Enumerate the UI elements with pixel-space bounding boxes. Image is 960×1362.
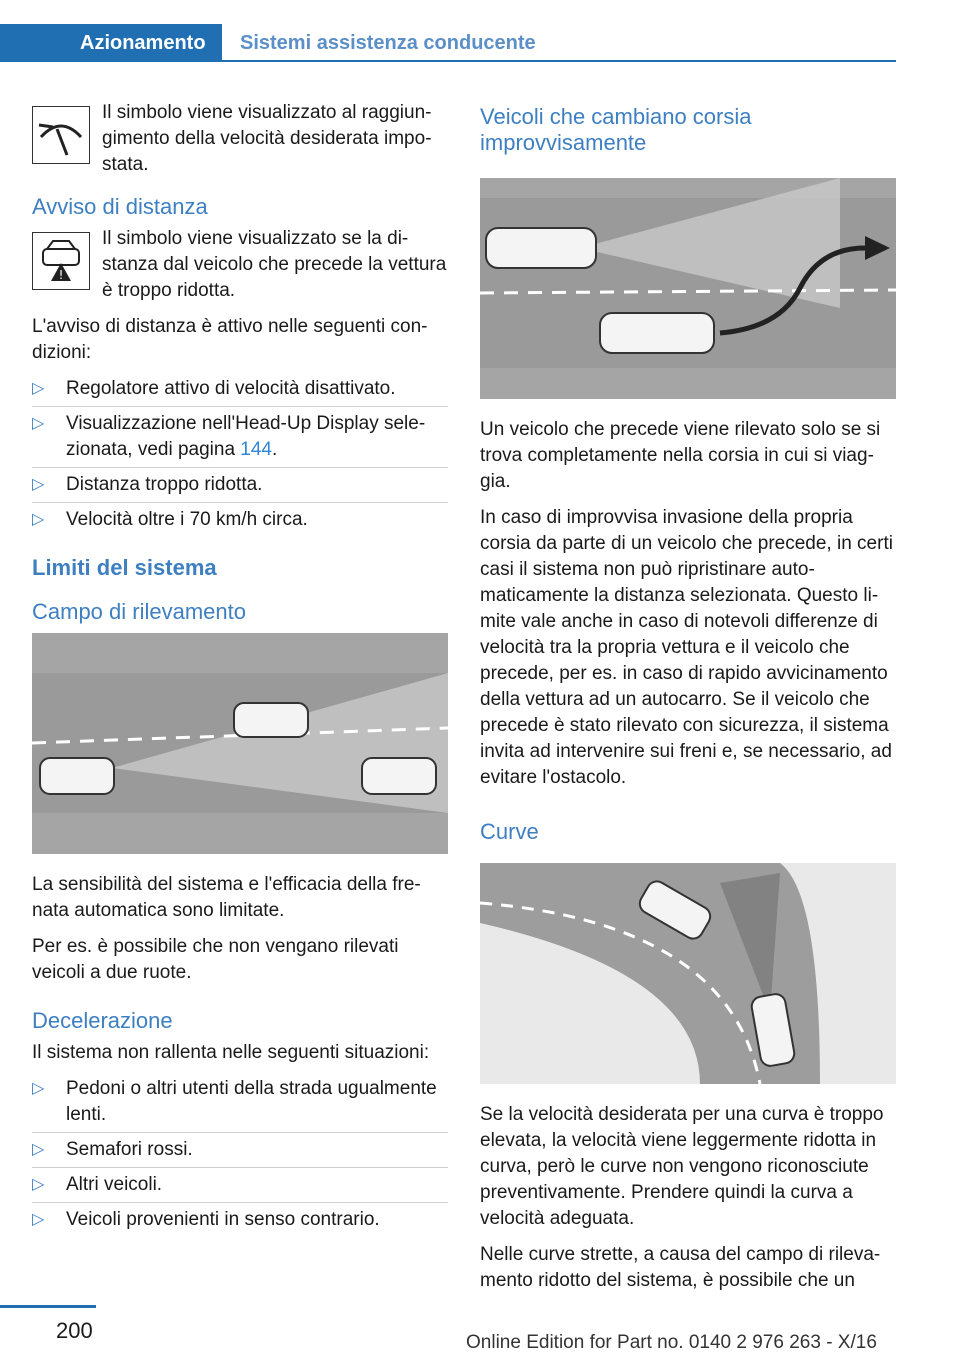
- svg-text:!: !: [58, 268, 64, 282]
- triangle-bullet-icon: ▷: [32, 511, 45, 528]
- tab-azionamento[interactable]: Azionamento: [0, 24, 222, 62]
- list-item: ▷ Altri veicoli.: [32, 1172, 448, 1203]
- list-item: ▷ Visualizzazione nell'Head-Up Display selezionata, vedi pagina 144.: [32, 411, 448, 468]
- campo-title: Campo di rilevamento: [32, 599, 246, 624]
- triangle-bullet-icon: ▷: [32, 1080, 45, 1097]
- list-item: ▷ Semafori rossi.: [32, 1137, 448, 1168]
- list-item: ▷ Pedoni o altri utenti della strada ugualmente lenti.: [32, 1076, 448, 1133]
- distance-warning-icon: [32, 232, 90, 290]
- triangle-bullet-icon: ▷: [32, 415, 45, 432]
- header-rule: [222, 60, 896, 62]
- page-link[interactable]: 144: [240, 439, 272, 460]
- campo-text-1: La sensibilità del sistema e l'efficacia della frenata automatica sono limitate.: [32, 874, 421, 921]
- decel-intro: Il sistema non rallenta nelle seguenti situazioni:: [32, 1042, 430, 1063]
- avviso-text: Il simbolo viene visualizzato se la distanza dal veicolo che precede la vettura è troppo ridotta.: [102, 228, 447, 301]
- triangle-bullet-icon: ▷: [32, 476, 45, 493]
- page-number: 200: [56, 1318, 93, 1343]
- footer-rule: [0, 1305, 96, 1308]
- triangle-bullet-icon: ▷: [32, 380, 45, 397]
- list-item: ▷ Regolatore attivo di velocità disattivato.: [32, 376, 448, 407]
- curve-illustration: [480, 863, 896, 1084]
- curve-text-2: Nelle curve strette, a causa del campo di rilevamento ridotto del sistema, è possibile che un: [480, 1244, 881, 1291]
- conditions-list: [32, 376, 448, 537]
- conditions-intro: L'avviso di distanza è attivo nelle seguenti condizioni:: [32, 316, 428, 363]
- triangle-bullet-icon: ▷: [32, 1176, 45, 1193]
- list-item: ▷ Velocità oltre i 70 km/h circa.: [32, 507, 448, 537]
- triangle-bullet-icon: ▷: [32, 1141, 45, 1158]
- triangle-bullet-icon: ▷: [32, 1211, 45, 1228]
- edition-text: Online Edition for Part no. 0140 2 976 263 - X/16: [466, 1332, 877, 1353]
- decel-list: [32, 1076, 448, 1237]
- avviso-title: Avviso di distanza: [32, 194, 208, 219]
- tab-sistemi-assistenza[interactable]: Sistemi assistenza conducente: [240, 32, 536, 54]
- lane-text-1: Un veicolo che precede viene rilevato solo se si trova completamente nella corsia in cui si viaggia.: [480, 419, 881, 492]
- page-header: [0, 0, 960, 62]
- lane-change-illustration: [480, 178, 896, 399]
- lane-text-2: In caso di improvvisa invasione della propria corsia da parte di un veicolo che precede, in certi casi il sistema non può ripristinare automaticamente la distanza selezionata. Questo limite vale anche in caso di notevoli differenze di velocità tra la propria vettura e il veicolo che precede, per es. in caso di rapido avvicinamento della vettura ad un autocarro. Se il veicolo che precede è stato rilevato con sicurezza, il sistema invita ad intervenire sui freni e, se necessario, ad evitare l'ostacolo.: [480, 507, 893, 788]
- lane-change-title: Veicoli che cambiano corsia improvvisamente: [480, 104, 752, 155]
- campo-text-2: Per es. è possibile che non vengano rilevati veicoli a due ruote.: [32, 936, 399, 983]
- list-item: ▷ Distanza troppo ridotta.: [32, 472, 448, 503]
- limits-title: Limiti del sistema: [32, 555, 217, 580]
- list-item: ▷ Veicoli provenienti in senso contrario.: [32, 1207, 448, 1237]
- detection-range-illustration: [32, 633, 448, 854]
- right-column: [480, 100, 896, 1304]
- curve-title: Curve: [480, 819, 539, 844]
- curve-text-1: Se la velocità desiderata per una curva è troppo elevata, la velocità viene leggermente ridotta in curva, però le curve non vengono riconosciute preventivamente. Prendere quindi la curva a velocità adeguata.: [480, 1104, 884, 1229]
- speedometer-icon: [32, 106, 90, 164]
- intro-text: Il simbolo viene visualizzato al raggiungimento della velocità desiderata impostata.: [102, 102, 432, 175]
- decel-title: Decelerazione: [32, 1008, 173, 1033]
- speed-symbol-row: [32, 100, 448, 178]
- left-column: [32, 100, 448, 1247]
- distance-warning-row: [32, 226, 448, 304]
